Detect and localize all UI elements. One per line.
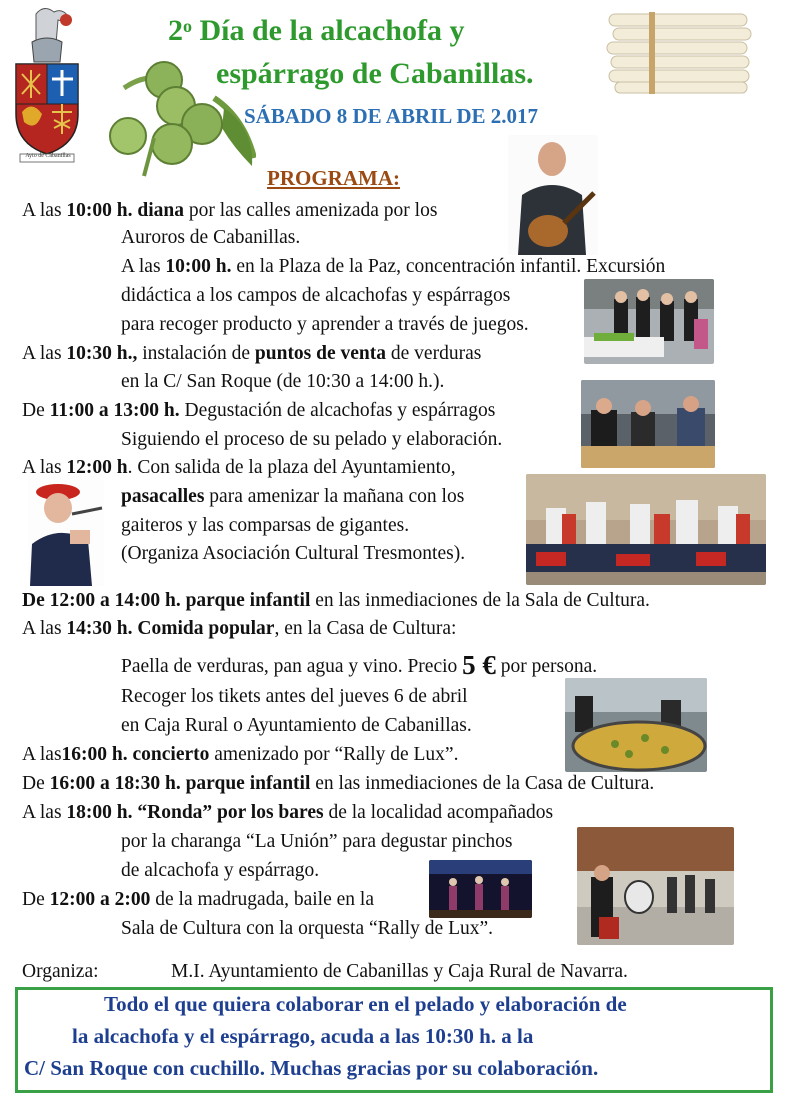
programa-heading: PROGRAMA: [267,166,400,190]
program-line-16: Paella de verduras, pan agua y vino. Precio 5 € por persona. [121,650,598,680]
program-line-5: para recoger producto y aprender a través de juegos. [121,314,529,335]
charanga-photo [577,827,734,945]
program-line-4: didáctica a los campos de alcachofas y espárragos [121,285,511,306]
program-line-11: pasacalles para amenizar la mañana con los [121,486,465,507]
program-line-6: A las 10:30 h., instalación de puntos de venta de verduras [22,343,482,364]
program-line-2: Auroros de Cabanillas. [121,227,301,248]
program-line-3: A las 10:00 h. en la Plaza de la Paz, concentración infantil. Excursión [121,256,666,277]
asparagus-image [605,10,755,96]
program-line-17: Recoger los tikets antes del jueves 6 de abril [121,686,468,707]
program-line-15: A las 14:30 h. Comida popular, en la Casa de Cultura: [22,618,457,639]
program-line-7: en la C/ San Roque (de 10:30 a 14:00 h.). [121,371,445,392]
program-line-8: De 11:00 a 13:00 h. Degustación de alcachofas y espárragos [22,400,496,421]
program-line-22: por la charanga “La Unión” para degustar pinchos [121,831,513,852]
organiza-value: M.I. Ayuntamiento de Cabanillas y Caja Rural de Navarra. [171,961,628,982]
program-line-12: gaiteros y las comparsas de gigantes. [121,515,410,536]
program-line-24: De 12:00 a 2:00 de la madrugada, baile en la [22,889,374,910]
children-market-photo [584,279,714,364]
price-label: 5 € [462,650,496,680]
notice-line-1: Todo el que quiera colaborar en el pelado y elaboración de [104,992,627,1016]
seal-caption: Ayto de Cabanillas [25,153,71,159]
program-line-21: A las 18:00 h. “Ronda” por los bares de la localidad acompañados [22,802,554,823]
notice-line-2: la alcachofa y el espárrago, acuda a las 10:30 h. a la [72,1024,534,1048]
organiza-label: Organiza: [22,961,99,982]
program-line-20: De 16:00 a 18:30 h. parque infantil en las inmediaciones de la Casa de Cultura. [22,773,655,794]
program-line-23: de alcachofa y espárrago. [121,860,320,881]
coat-of-arms-image [12,4,82,164]
musician-photo [508,135,598,255]
title-line-2: espárrago de Cabanillas. [216,57,534,90]
event-date: SÁBADO 8 DE ABRIL DE 2.017 [244,104,539,128]
program-line-19: A las16:00 h. concierto amenizado por “Rally de Lux”. [22,744,459,765]
paella-photo [565,678,707,772]
program-line-9: Siguiendo el proceso de su pelado y elaboración. [121,429,503,450]
program-line-13: (Organiza Asociación Cultural Tresmontes). [121,543,466,564]
program-line-1: A las 10:00 h. diana por las calles amenizada por los [22,200,438,221]
concert-photo [429,860,532,918]
collaboration-notice-box [15,987,773,1093]
giants-parade-photo [526,474,766,585]
program-line-10: A las 12:00 h. Con salida de la plaza del Ayuntamiento, [22,457,456,478]
program-line-25: Sala de Cultura con la orquesta “Rally de Lux”. [121,918,494,939]
title-line-1: 2$^o$ Día de la alcachofa y [168,14,465,47]
program-line-18: en Caja Rural o Ayuntamiento de Cabanillas. [121,715,472,736]
bagpiper-photo [28,474,104,586]
tasting-photo [581,380,715,468]
notice-line-3: C/ San Roque con cuchillo. Muchas gracias por su colaboración. [24,1056,599,1080]
program-line-14: De 12:00 a 14:00 h. parque infantil en las inmediaciones de la Sala de Cultura. [22,590,650,611]
